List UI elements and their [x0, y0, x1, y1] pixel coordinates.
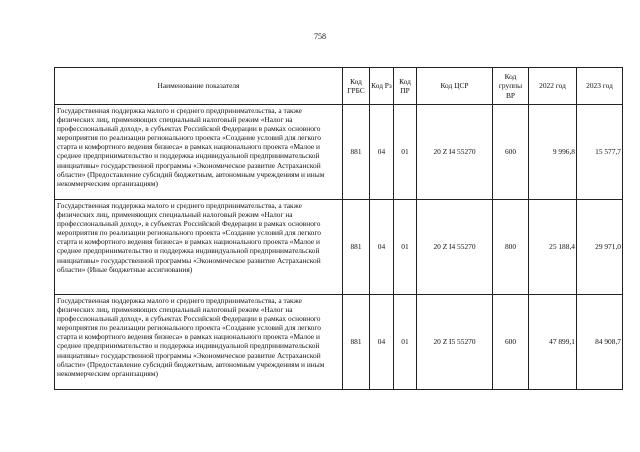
row-2022: 47 899,1 [529, 295, 577, 390]
row-name: Государственная поддержка малого и среднего предпринимательства, а также физических лиц, применяющих специальный налоговый режим «Налог на профессиональный доход», в субъектах Российской Федерации в рамках основного мероприятия по реализации регионального проекта «Создание условий для легкого старта и комфортного ведения бизнеса» в рамках национального проекта «Малое и среднее предпринимательство и поддержка индивидуальной предпринимательской инициативы» государственной программы «Экономическое развитие Астраханской области» (Иные бюджетные ассигнования) [55, 200, 343, 295]
table-row [55, 200, 623, 295]
row-name: Государственная поддержка малого и среднего предпринимательства, а также физических лиц, применяющих специальный налоговый режим «Налог на профессиональный доход», в субъектах Российской Федерации в рамках основного мероприятия по реализации регионального проекта «Создание условий для легкого старта и комфортного ведения бизнеса» в рамках национального проекта «Малое и среднее предпринимательство и поддержка индивидуальной предпринимательской инициативы» государственной программы «Экономическое развитие Астраханской области» (Предоставление субсидий бюджетным, автономным учреждениям и иным некоммерческим организациям) [55, 295, 343, 390]
row-csr: 20 Z I4 55270 [417, 200, 493, 295]
row-grbs: 881 [343, 295, 370, 390]
row-csr: 20 Z I5 55270 [417, 295, 493, 390]
row-grbs: 881 [343, 200, 370, 295]
row-pr: 01 [394, 200, 417, 295]
row-pr: 01 [394, 105, 417, 200]
header-vr: Код группы ВР [493, 68, 529, 105]
row-name: Государственная поддержка малого и среднего предпринимательства, а также физических лиц, применяющих специальный налоговый режим «Налог на профессиональный доход», в субъектах Российской Федерации в рамках основного мероприятия по реализации регионального проекта «Создание условий для легкого старта и комфортного ведения бизнеса» в рамках национального проекта «Малое и среднее предпринимательство и поддержка индивидуальной предпринимательской инициативы» государственной программы «Экономическое развитие Астраханской области» (Предоставление субсидий бюджетным, автономным учреждениям и иным некоммерческим организациям) [55, 105, 343, 200]
row-rz: 04 [370, 200, 394, 295]
row-2023: 15 577,7 [577, 105, 623, 200]
row-pr: 01 [394, 295, 417, 390]
row-vr: 800 [493, 200, 529, 295]
row-2023: 29 971,0 [577, 200, 623, 295]
header-rz: Код Рз [370, 68, 394, 105]
row-grbs: 881 [343, 105, 370, 200]
row-csr: 20 Z I4 55270 [417, 105, 493, 200]
header-name: Наименование показателя [55, 68, 343, 105]
header-row [55, 68, 623, 105]
header-grbs: Код ГРБС [343, 68, 370, 105]
row-vr: 600 [493, 295, 529, 390]
table-row [55, 295, 623, 390]
budget-table [54, 67, 623, 390]
header-csr: Код ЦСР [417, 68, 493, 105]
header-2022: 2022 год [529, 68, 577, 105]
row-2022: 25 188,4 [529, 200, 577, 295]
page-number: 758 [314, 32, 326, 41]
row-rz: 04 [370, 105, 394, 200]
row-2023: 84 908,7 [577, 295, 623, 390]
header-2023: 2023 год [577, 68, 623, 105]
table-row [55, 105, 623, 200]
header-pr: Код ПР [394, 68, 417, 105]
row-2022: 9 996,8 [529, 105, 577, 200]
row-vr: 600 [493, 105, 529, 200]
row-rz: 04 [370, 295, 394, 390]
